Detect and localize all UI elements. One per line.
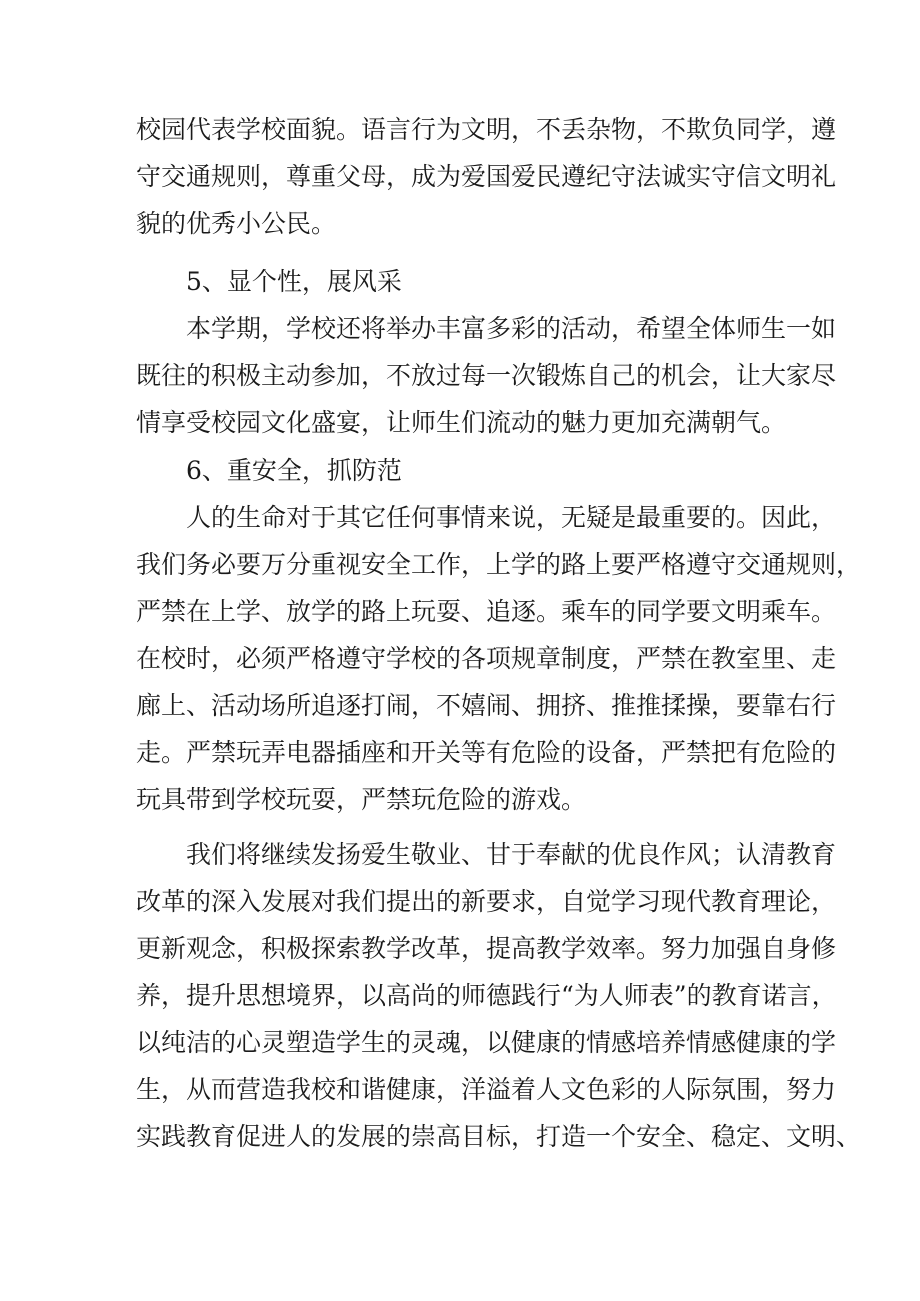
text-line: 本学期，学校还将举办丰富多彩的活动，希望全体师生一如 — [186, 314, 837, 343]
text-line: 守交通规则，尊重父母，成为爱国爱民遵纪守法诚实守信文明礼 — [136, 162, 837, 191]
section-heading-6 — [136, 447, 800, 494]
text-line: 生，从而营造我校和谐健康，洋溢着人文色彩的人际氛围，努力 — [136, 1075, 837, 1104]
text-line: 情享受校园文化盛宴，让师生们流动的魅力更加充满朝气。 — [136, 408, 787, 437]
text-line: 以纯洁的心灵塑造学生的灵魂，以健康的情感培养情感健康的学 — [136, 1028, 837, 1057]
text-line: 校园代表学校面貌。语言行为文明，不丢杂物，不欺负同学，遵 — [136, 115, 837, 144]
text-line: 貌的优秀小公民。 — [136, 209, 337, 238]
text-line: 廊上、活动场所追逐打闹，不嬉闹、拥挤、推推揉操，要靠右行 — [136, 691, 837, 720]
text-line: 在校时，必须严格遵守学校的各项规章制度，严禁在教室里、走 — [136, 644, 837, 673]
paragraph-school-image — [136, 106, 837, 247]
text-line: 养，提升思想境界，以高尚的师德践行“为人师表”的教育诺言， — [136, 981, 837, 1010]
text-line: 我们将继续发扬爱生敬业、甘于奉献的优良作风；认清教育 — [186, 840, 837, 869]
text-line: 人的生命对于其它任何事情来说，无疑是最重要的。因此， — [186, 503, 837, 532]
text-line: 既往的积极主动参加，不放过每一次锻炼自己的机会，让大家尽 — [136, 361, 837, 390]
paragraph-teaching-style — [136, 831, 862, 1160]
text-line: 实践教育促进人的发展的崇高目标，打造一个安全、稳定、文明、 — [136, 1122, 862, 1151]
text-line: 玩具带到学校玩耍，严禁玩危险的游戏。 — [136, 785, 587, 814]
heading-text: 5、显个性，展风采 — [186, 267, 402, 296]
paragraph-activities — [136, 305, 837, 446]
text-line: 改革的深入发展对我们提出的新要求，自觉学习现代教育理论， — [136, 887, 837, 916]
text-line: 我们务必要万分重视安全工作，上学的路上要严格遵守交通规则， — [136, 550, 862, 579]
section-heading-5 — [136, 258, 800, 305]
paragraph-safety — [136, 494, 862, 823]
heading-text: 6、重安全，抓防范 — [186, 456, 402, 485]
text-line: 严禁在上学、放学的路上玩耍、追逐。乘车的同学要文明乘车。 — [136, 597, 837, 626]
text-line: 走。严禁玩弄电器插座和开关等有危险的设备，严禁把有危险的 — [136, 738, 837, 767]
text-line: 更新观念，积极探索教学改革，提高教学效率。努力加强自身修 — [136, 934, 837, 963]
